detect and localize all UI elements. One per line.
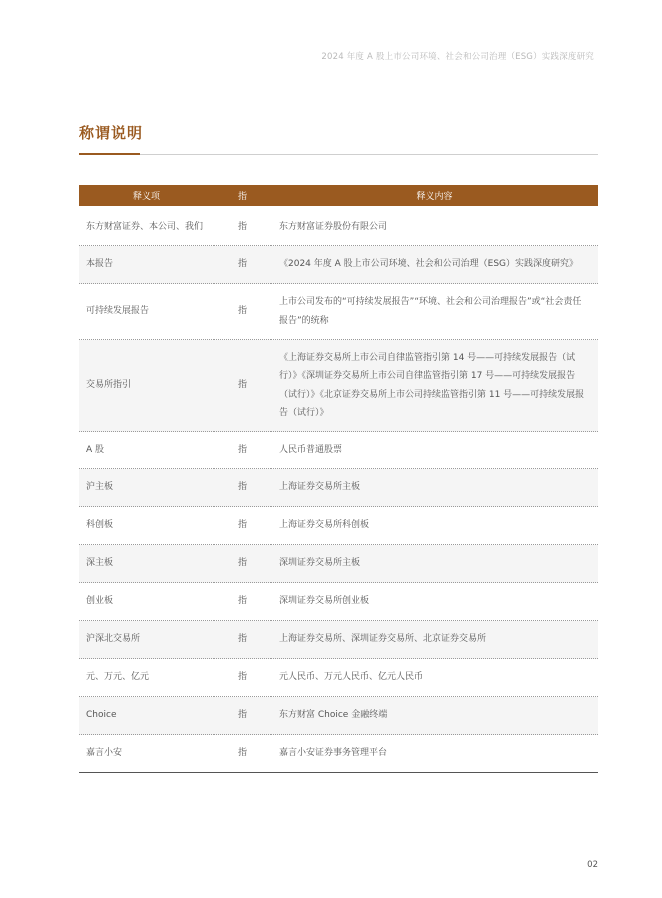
term-cell: 沪主板 <box>79 469 214 507</box>
meaning-cell: 上海证券交易所、深圳证券交易所、北京证券交易所 <box>271 621 598 659</box>
term-cell: 科创板 <box>79 507 214 545</box>
meaning-cell: 上海证券交易所主板 <box>271 469 598 507</box>
meaning-cell: 东方财富 Choice 金融终端 <box>271 697 598 735</box>
meaning-cell: 深圳证券交易所主板 <box>271 545 598 583</box>
table-row <box>79 208 598 246</box>
term-cell: 交易所指引 <box>79 340 214 432</box>
table-row <box>79 735 598 773</box>
table-row <box>79 583 598 621</box>
running-header: 2024 年度 A 股上市公司环境、社会和公司治理（ESG）实践深度研究 <box>321 52 594 62</box>
meaning-cell: 上市公司发布的“可持续发展报告”“环境、社会和公司治理报告”或“社会责任报告”的统称 <box>271 284 598 340</box>
column-header-term: 释义项 <box>79 185 214 208</box>
meaning-cell: 深圳证券交易所创业板 <box>271 583 598 621</box>
meaning-cell: 人民币普通股票 <box>271 432 598 469</box>
term-cell: 沪深北交易所 <box>79 621 214 659</box>
meaning-cell: 《2024 年度 A 股上市公司环境、社会和公司治理（ESG）实践深度研究》 <box>271 246 598 284</box>
meaning-cell: 嘉言小安证券事务管理平台 <box>271 735 598 773</box>
zhi-cell: 指 <box>214 340 271 432</box>
zhi-cell: 指 <box>214 659 271 697</box>
term-cell: 东方财富证券、本公司、我们 <box>79 208 214 246</box>
table-row <box>79 340 598 432</box>
title-divider <box>79 154 598 155</box>
term-cell: 可持续发展报告 <box>79 284 214 340</box>
term-cell: 嘉言小安 <box>79 735 214 773</box>
term-cell: 深主板 <box>79 545 214 583</box>
table-row <box>79 545 598 583</box>
table-row <box>79 659 598 697</box>
meaning-cell: 东方财富证券股份有限公司 <box>271 208 598 246</box>
zhi-cell: 指 <box>214 507 271 545</box>
zhi-cell: 指 <box>214 545 271 583</box>
table-row <box>79 469 598 507</box>
zhi-cell: 指 <box>214 621 271 659</box>
term-cell: 元、万元、亿元 <box>79 659 214 697</box>
table-row <box>79 284 598 340</box>
zhi-cell: 指 <box>214 697 271 735</box>
term-cell: Choice <box>79 697 214 735</box>
meaning-cell: 元人民币、万元人民币、亿元人民币 <box>271 659 598 697</box>
zhi-cell: 指 <box>214 583 271 621</box>
zhi-cell: 指 <box>214 208 271 246</box>
table-row <box>79 697 598 735</box>
title-accent-bar <box>79 153 140 155</box>
page-number: 02 <box>587 860 598 870</box>
term-cell: 本报告 <box>79 246 214 284</box>
table-header <box>79 185 598 208</box>
table-row <box>79 621 598 659</box>
zhi-cell: 指 <box>214 469 271 507</box>
zhi-cell: 指 <box>214 246 271 284</box>
column-header-zhi: 指 <box>214 185 271 208</box>
table-row <box>79 432 598 469</box>
zhi-cell: 指 <box>214 432 271 469</box>
table-row <box>79 507 598 545</box>
term-cell: 创业板 <box>79 583 214 621</box>
column-header-meaning: 释义内容 <box>271 185 598 208</box>
zhi-cell: 指 <box>214 735 271 773</box>
term-cell: A 股 <box>79 432 214 469</box>
definitions-table <box>79 185 598 773</box>
meaning-cell: 上海证券交易所科创板 <box>271 507 598 545</box>
section-title: 称谓说明 <box>79 124 144 142</box>
meaning-cell: 《上海证券交易所上市公司自律监管指引第 14 号——可持续发展报告（试行）》《深圳证券交易所上市公司自律监管指引第 17 号——可持续发展报告（试行）》《北京证券交易所上市公司持续监管指引第 11 号——可持续发展报告（试行）》 <box>271 340 598 432</box>
table-row <box>79 246 598 284</box>
zhi-cell: 指 <box>214 284 271 340</box>
